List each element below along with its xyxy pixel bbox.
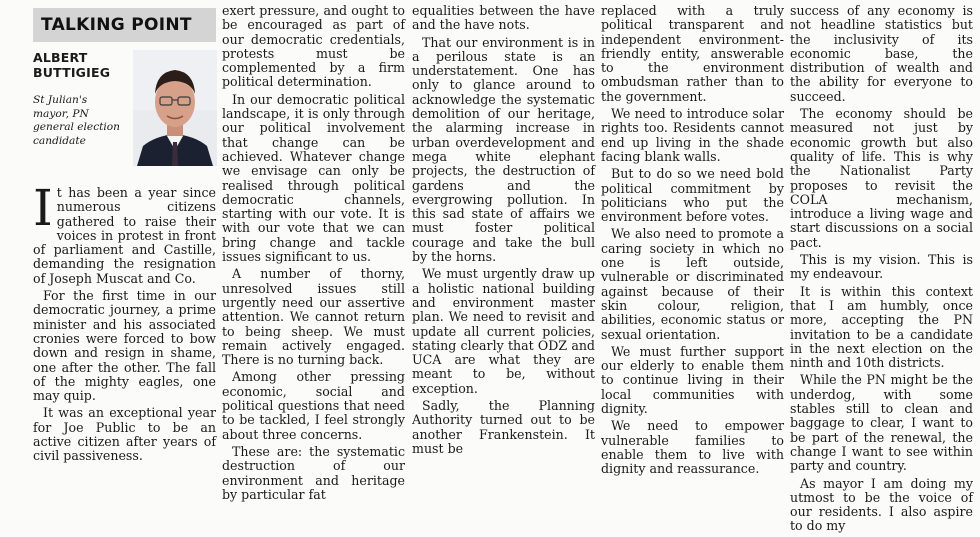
paragraph: equalities between the have and the have nots. <box>412 3 595 33</box>
paragraph: In our democratic political landscape, it is only through our political involvement that change can be achieved. Whatever change we envisage can only be realised through political democratic channels, starting with our vote. It is with our vote that we can bring change and tackle issues significant to us. <box>222 91 405 265</box>
author-box <box>33 50 216 166</box>
author-name-line2: BUTTIGIEG <box>33 65 111 80</box>
paragraph: We must further support our elderly to enable them to continue living in their local communities with dignity. <box>601 343 784 417</box>
dropcap: I <box>33 179 53 237</box>
column-5 <box>790 4 973 537</box>
paragraph: Among other pressing economic, social and political questions that need to be tackled, I feel strongly about three concerns. <box>222 369 405 442</box>
paragraph: These are: the systematic destruction of our environment and heritage by particular fat <box>222 443 405 502</box>
paragraph: We also need to promote a caring society in which no one is left outside, vulnerable or discriminated against because of their skin colour, religion, abilities, economic status or sexual orientation. <box>601 226 784 342</box>
column-1 <box>33 8 216 467</box>
column-2 <box>222 4 405 505</box>
column-3 <box>412 4 595 459</box>
paragraph: A number of thorny, unresolved issues still urgently need our assertive attention. We cannot return to being sheep. We must remain actively engaged. There is no turning back. <box>222 266 405 368</box>
paragraph: This is my vision. This is my endeavour. <box>790 252 973 282</box>
paragraph: We need to introduce solar rights too. Residents cannot end up living in the shade facing blank walls. <box>601 106 784 164</box>
author-role: St Julian's mayor, PN general election candidate <box>33 94 120 147</box>
paragraph: It has been a year since numerous citizens gathered to raise their voices in protest in front of parliament and Castille, demanding the resignation of Joseph Muscat and Co. <box>33 179 216 286</box>
paragraph: While the PN might be the underdog, with some stables still to clean and baggage to clear, I want to be part of the renewal, the change I want to see within party and country. <box>790 372 973 474</box>
paragraph: That our environment is in a perilous state is an understatement. One has only to glance around to acknowledge the systematic demolition of our heritage, the alarming increase in urban overdevelopment and mega white elephant projects, the destruction of gardens and the evergrowing pollution. In this sad state of affairs we must foster political courage and take the bull by the horns. <box>412 34 595 265</box>
author-name <box>33 50 118 80</box>
paragraph: exert pressure, and ought to be encouraged as part of our democratic credentials, protests must be complemented by a firm political determination. <box>222 3 405 90</box>
paragraph: replaced with a truly political transparent and independent environment-friendly entity, answerable to the environment ombudsman rather than to the government. <box>601 3 784 104</box>
paragraph: It was an exceptional year for Joe Public to be an active citizen after years of civil passiveness. <box>33 405 216 464</box>
paragraph: success of any economy is not headline statistics but the inclusivity of its economic base, the distribution of wealth and the ability for everyone to succeed. <box>790 3 973 104</box>
section-banner: TALKING POINT <box>33 8 216 42</box>
paragraph: It is within this context that I am humbly, once more, accepting the PN invitation to be a candidate in the next election on the ninth and 10th districts. <box>790 283 973 371</box>
paragraph: We must urgently draw up a holistic national building and environment master plan. We need to revisit and update all current policies, stating clearly that ODZ and UCA are what they are meant to be, without exception. <box>412 266 595 396</box>
paragraph: We need to empower vulnerable families to enable them to live with dignity and reassurance. <box>601 418 784 477</box>
column-4 <box>601 4 784 480</box>
author-portrait <box>133 50 217 166</box>
paragraph: For the first time in our democratic journey, a prime minister and his associated cronies were forced to bow down and resign in shame, one after the other. The fall of the mighty eagles, one may quip. <box>33 288 216 404</box>
paragraph: As mayor I am doing my utmost to be the voice of our residents. I also aspire to do my <box>790 475 973 534</box>
paragraph: But to do so we need bold political commitment by politicians who put the environment before votes. <box>601 166 784 225</box>
paragraph: The economy should be measured not just by economic growth but also quality of life. This is why the Nationalist Party proposes to revisit the COLA mechanism, introduce a living wage and start discussions on a social pact. <box>790 106 973 250</box>
author-name-line1: ALBERT <box>33 50 88 65</box>
paragraph: Sadly, the Planning Authority turned out to be another Frankenstein. It must be <box>412 398 595 456</box>
